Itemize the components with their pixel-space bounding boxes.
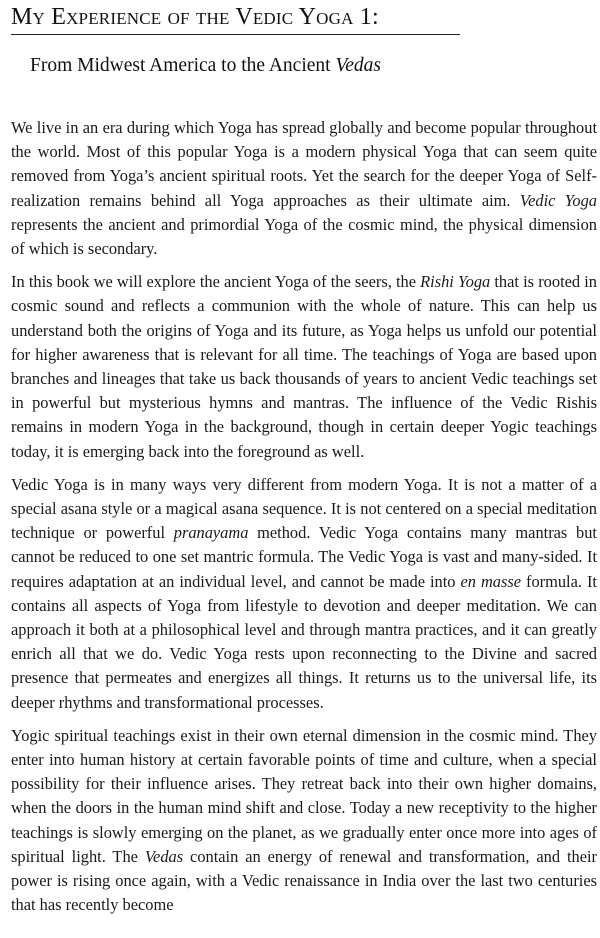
subtitle-text: From Midwest America to the Ancient — [30, 55, 336, 76]
paragraph-4-text-a: Yogic spiritual teachings exist in their own eternal dimension in the cosmic mind. They enter into human history at certain favorable points of time and culture, when a special possibility for their influence arises. They retreat back into their own higher domains, when the doors in the human mind shift and close. Today a new receptivity to the higher teachings is slowly emerging on the planet, as we gradually enter once more into ages of spiritual light. The — [11, 725, 597, 866]
paragraph-3-italic-en-masse: en masse — [460, 571, 522, 591]
paragraph-2-text-b: that is rooted in cosmic sound and reflects a communion with the whole of nature. This can help us understand both the origins of Yoga and its future, as Yoga helps us unfold our potential for higher awareness that is relevant for all time. The teachings of Yoga are based upon branches and lineages that take us back thousands of years to ancient Vedic teachings set in powerful but mysterious hymns and mantras. The influence of the Vedic Rishis remains in modern Yoga in the background, though in certain deeper Yogic teachings today, it is emerging back into the foreground as well. — [11, 272, 597, 461]
paragraph-2-italic-rishi-yoga: Rishi Yoga — [420, 272, 491, 292]
paragraph-1-text-a: We live in an era during which Yoga has spread globally and become popular throughout the world. Most of this popular Yoga is a modern physical Yoga that can seem quite removed from Yoga’s ancient spiritual roots. Yet the search for the deeper Yoga of Self-realization remains behind all Yoga approaches as their ultimate aim. — [11, 118, 597, 210]
chapter-subtitle — [30, 55, 381, 77]
paragraph-4-italic-vedas: Vedas — [144, 846, 184, 866]
paragraph-3-text-c: formula. It contains all aspects of Yoga from lifestyle to devotion and deeper meditation. We can approach it both at a philosophical level and through mantra practices, and it can greatly enrich all that we do. Vedic Yoga rests upon reconnecting to the Divine and sacred presence that permeates and energizes all things. It returns us to the universal life, its deeper rhythms and transformational processes. — [11, 571, 597, 712]
paragraph-3-text-b: method. Vedic Yoga contains many mantras but cannot be reduced to one set mantric formula. The Vedic Yoga is vast and many-sided. It requires adaptation at an individual level, and cannot be made into — [11, 523, 597, 591]
subtitle-italic-text: Vedas — [335, 55, 381, 76]
paragraph-1-text-b: represents the ancient and primordial Yoga of the cosmic mind, the physical dimension of which is secondary. — [11, 214, 597, 259]
paragraph-3-text-a: Vedic Yoga is in many ways very different from modern Yoga. It is not a matter of a special asana style or a magical asana sequence. It is not centered on a special meditation technique or powerful — [11, 474, 597, 543]
paragraph-1 — [11, 116, 597, 261]
paragraph-3-italic-pranayama: pranayama — [173, 523, 249, 543]
paragraph-2-text-a: In this book we will explore the ancient Yoga of the seers, the — [11, 272, 421, 292]
paragraph-4 — [11, 724, 597, 918]
title-underline — [11, 34, 460, 35]
paragraph-1-italic-vedic-yoga: Vedic Yoga — [519, 190, 597, 210]
chapter-title: My Experience of the Vedic Yoga 1: — [11, 4, 379, 30]
body-text — [0, 116, 600, 918]
paragraph-4-text-b: contain an energy of renewal and transformation, and their power is rising once again, with a Vedic renaissance in India over the last two centuries that has recently become — [11, 846, 597, 915]
paragraph-3 — [11, 473, 597, 715]
paragraph-2 — [11, 270, 597, 464]
